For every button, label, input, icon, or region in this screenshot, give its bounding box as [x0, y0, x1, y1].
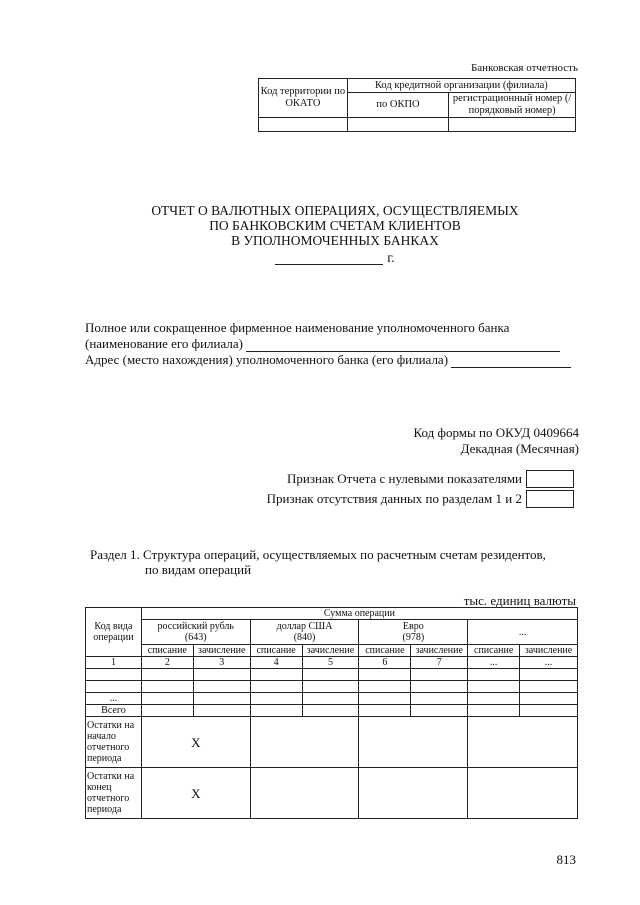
balance-cell[interactable]: [250, 717, 359, 768]
amount-cell[interactable]: [359, 669, 411, 681]
currency-name: российский рубль: [157, 621, 234, 632]
balance-cell[interactable]: [468, 768, 578, 819]
opening-balance-row: [86, 717, 578, 768]
amount-cell[interactable]: [520, 693, 578, 705]
ellipsis-row-label: ...: [86, 693, 142, 705]
okud-code: Код формы по ОКУД 0409664: [413, 425, 579, 440]
report-period: Декадная (Месячная): [460, 441, 579, 456]
form-code-block: [414, 425, 579, 457]
amount-cell[interactable]: [302, 681, 359, 693]
debit-header: списание: [359, 645, 411, 657]
table-row: [86, 669, 578, 681]
balance-cell[interactable]: [250, 768, 359, 819]
balance-cell[interactable]: [468, 717, 578, 768]
okpo-value-cell[interactable]: [347, 118, 449, 132]
bank-address-blank-line[interactable]: [451, 355, 571, 368]
op-code-cell[interactable]: [86, 681, 142, 693]
no-data-label: Признак отсутствия данных по разделам 1 и 2: [266, 491, 522, 506]
column-number: 2: [141, 657, 193, 669]
credit-header: зачисление: [193, 645, 250, 657]
year-suffix: г.: [387, 250, 395, 265]
closing-rub-x-mark: X: [141, 768, 250, 819]
closing-balance-label: Остатки на конец отчетного периода: [86, 768, 142, 819]
debit-header: списание: [468, 645, 520, 657]
amount-header: Сумма операции: [141, 608, 577, 620]
table-row: [86, 681, 578, 693]
amount-cell[interactable]: [468, 693, 520, 705]
zero-indicators-checkbox[interactable]: [526, 470, 574, 488]
total-cell[interactable]: [250, 705, 302, 717]
amount-cell[interactable]: [411, 693, 468, 705]
amount-cell[interactable]: [520, 681, 578, 693]
currency-header-usd: [250, 620, 359, 645]
amount-cell[interactable]: [411, 669, 468, 681]
units-label: тыс. единиц валюты: [463, 593, 576, 608]
total-row-label: Всего: [86, 705, 142, 717]
amount-cell[interactable]: [250, 681, 302, 693]
amount-cell[interactable]: [359, 681, 411, 693]
title-line-3: В УПОЛНОМОЧЕННЫХ БАНКАХ: [231, 233, 439, 248]
page-number: 813: [556, 852, 576, 867]
currency-header-other: [468, 620, 578, 645]
amount-cell[interactable]: [468, 669, 520, 681]
currency-header-rub: [141, 620, 250, 645]
okpo-header: по ОКПО: [347, 93, 449, 118]
currency-code: (840): [293, 632, 316, 643]
column-number: 4: [250, 657, 302, 669]
zero-indicators-row: [287, 470, 574, 488]
report-title: [0, 203, 640, 265]
no-data-checkbox[interactable]: [526, 490, 574, 508]
territory-header: Код территории по ОКАТО: [259, 79, 348, 118]
title-line-1: ОТЧЕТ О ВАЛЮТНЫХ ОПЕРАЦИЯХ, ОСУЩЕСТВЛЯЕМЫХ: [151, 203, 519, 218]
total-cell[interactable]: [193, 705, 250, 717]
debit-header: списание: [250, 645, 302, 657]
section1-heading: [90, 547, 546, 577]
credit-header: зачисление: [411, 645, 468, 657]
credit-header: зачисление: [302, 645, 359, 657]
column-number-row: [86, 657, 578, 669]
operations-table: [85, 607, 578, 819]
total-cell[interactable]: [411, 705, 468, 717]
table-row: [86, 693, 578, 705]
balance-cell[interactable]: [359, 768, 468, 819]
bank-address-label: Адрес (место нахождения) уполномоченного банка (его филиала): [85, 352, 449, 367]
reg-number-value-cell[interactable]: [449, 118, 576, 132]
total-cell[interactable]: [302, 705, 359, 717]
column-number: 5: [302, 657, 359, 669]
currency-name: доллар США: [276, 621, 333, 632]
column-number: 3: [193, 657, 250, 669]
amount-cell[interactable]: [141, 681, 193, 693]
credit-org-header: Код кредитной организации (филиала): [347, 79, 575, 93]
year-row: [0, 250, 640, 265]
territory-value-cell[interactable]: [259, 118, 348, 132]
amount-cell[interactable]: [302, 669, 359, 681]
amount-cell[interactable]: [250, 693, 302, 705]
bank-name-label: Полное или сокращенное фирменное наименование уполномоченного банка: [85, 320, 510, 335]
zero-indicators-label: Признак Отчета с нулевыми показателями: [287, 471, 522, 486]
amount-cell[interactable]: [193, 693, 250, 705]
debit-header: списание: [141, 645, 193, 657]
total-cell[interactable]: [359, 705, 411, 717]
reporting-label: Банковская отчетность: [470, 62, 578, 74]
reg-number-header: регистрационный номер (/порядковый номер): [449, 93, 576, 118]
amount-cell[interactable]: [193, 669, 250, 681]
no-data-row: [267, 490, 574, 508]
amount-cell[interactable]: [520, 669, 578, 681]
column-number: 6: [359, 657, 411, 669]
title-line-2: ПО БАНКОВСКИМ СЧЕТАМ КЛИЕНТОВ: [209, 218, 461, 233]
currency-code: (643): [184, 632, 207, 643]
amount-cell[interactable]: [359, 693, 411, 705]
op-code-cell[interactable]: [86, 669, 142, 681]
total-row: [86, 705, 578, 717]
amount-cell[interactable]: [468, 681, 520, 693]
op-code-header: Код вида операции: [86, 608, 142, 657]
amount-cell[interactable]: [250, 669, 302, 681]
column-number: ...: [468, 657, 520, 669]
total-cell[interactable]: [520, 705, 578, 717]
bank-info: [85, 320, 571, 368]
total-cell[interactable]: [141, 705, 193, 717]
currency-header-eur: [359, 620, 468, 645]
balance-cell[interactable]: [359, 717, 468, 768]
column-number: ...: [520, 657, 578, 669]
amount-cell[interactable]: [302, 693, 359, 705]
bank-name-blank-line[interactable]: [246, 339, 560, 352]
section1-title-line-2: по видам операций: [145, 562, 252, 577]
amount-cell[interactable]: [411, 681, 468, 693]
opening-balance-label: Остатки на начало отчетного периода: [86, 717, 142, 768]
column-number: 1: [86, 657, 142, 669]
branch-name-label: (наименование его филиала): [85, 336, 243, 351]
column-number: 7: [411, 657, 468, 669]
total-cell[interactable]: [468, 705, 520, 717]
opening-rub-x-mark: X: [141, 717, 250, 768]
amount-cell[interactable]: [141, 693, 193, 705]
bank-codes-table: [258, 78, 576, 132]
amount-cell[interactable]: [141, 669, 193, 681]
credit-header: зачисление: [520, 645, 578, 657]
closing-balance-row: [86, 768, 578, 819]
currency-name: ...: [518, 626, 527, 638]
currency-name: Евро: [402, 621, 424, 632]
amount-cell[interactable]: [193, 681, 250, 693]
currency-code: (978): [402, 632, 425, 643]
section1-title-line-1: Раздел 1. Структура операций, осуществляемых по расчетным счетам резидентов,: [90, 547, 546, 562]
year-blank-line[interactable]: [275, 251, 383, 265]
